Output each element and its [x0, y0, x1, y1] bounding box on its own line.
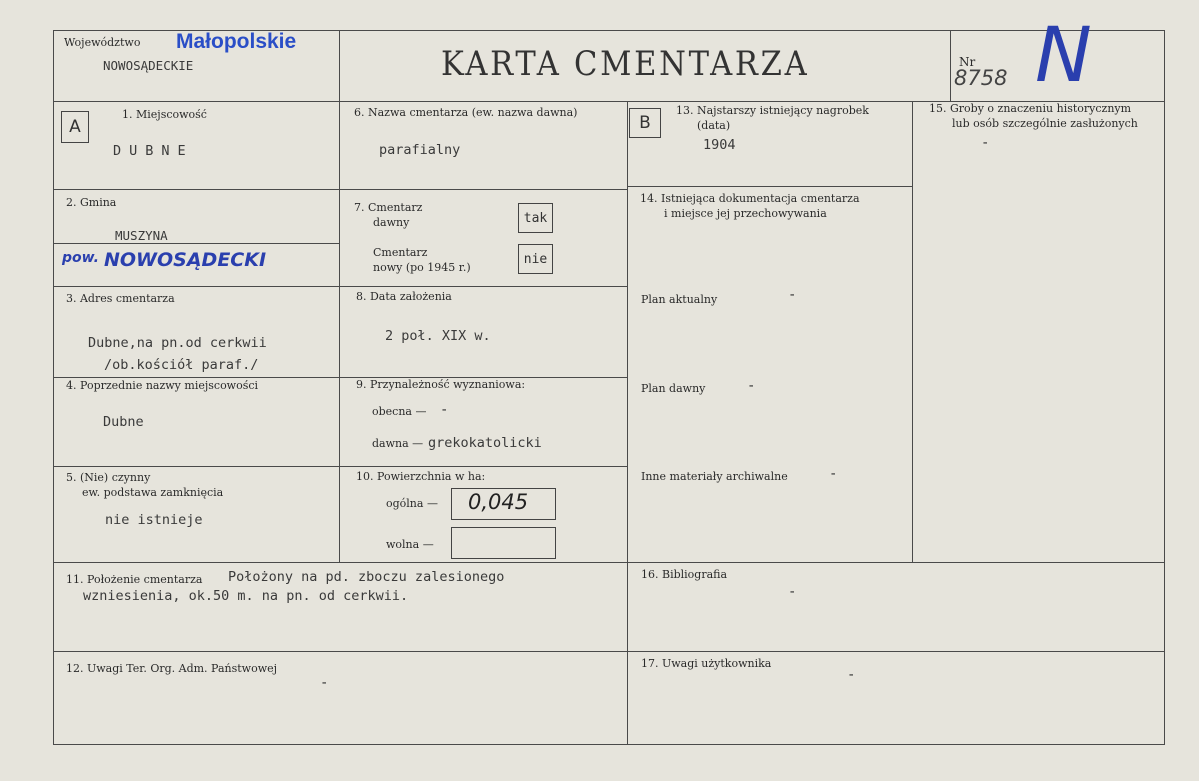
section-a-letter: A	[69, 117, 81, 137]
section-a-box	[61, 111, 89, 143]
f8-label: 8. Data założenia	[356, 290, 452, 303]
f12-value: -	[320, 675, 329, 691]
f11-value-line2: wzniesienia, ok.50 m. na pn. od cerkwii.	[83, 588, 409, 604]
f1-value: DUBNE	[113, 143, 194, 159]
col-divider-c	[912, 101, 913, 563]
plan-aktualny-value: -	[788, 287, 797, 303]
inne-label: Inne materiały archiwalne	[641, 470, 788, 483]
row-line-1	[53, 189, 627, 190]
f9-dawna-value: grekokatolicki	[428, 435, 542, 451]
wojewodztwo-value: NOWOSĄDECKIE	[103, 58, 194, 73]
page-title: KARTA CMENTARZA	[441, 44, 810, 84]
f15-value: -	[981, 135, 990, 151]
f7-nie-box	[518, 244, 553, 274]
f3-value-line1: Dubne,na pn.od cerkwii	[88, 335, 267, 351]
border-bottom	[53, 744, 1165, 745]
f3-label: 3. Adres cmentarza	[66, 292, 175, 305]
f2-label: 2. Gmina	[66, 196, 117, 209]
f11-label: 11. Położenie cmentarza	[66, 573, 203, 586]
f13-sub: (data)	[697, 119, 731, 132]
nr-label: Nr	[959, 55, 976, 69]
f6-value: parafialny	[379, 142, 461, 158]
row-line-6	[53, 651, 1165, 652]
f7-label: 7. Cmentarz	[354, 201, 423, 214]
row-line-2	[53, 286, 627, 287]
f11-value-line1: Położony na pd. zboczu zalesionego	[228, 569, 505, 585]
f17-value: -	[847, 667, 856, 683]
f8-value: 2 poł. XIX w.	[385, 328, 491, 344]
f14-label-line2: i miejsce jej przechowywania	[664, 207, 827, 220]
f2-hand-prefix: pow.	[62, 250, 99, 266]
f6-label: 6. Nazwa cmentarza (ew. nazwa dawna)	[354, 106, 578, 119]
header-divider-1	[339, 30, 340, 102]
f9-label: 9. Przynależność wyznaniowa:	[356, 378, 526, 391]
f5-value: nie istnieje	[105, 512, 203, 528]
f10-wolna-box	[451, 527, 556, 559]
f15-label-line2: lub osób szczególnie zasłużonych	[952, 117, 1138, 130]
f17-label: 17. Uwagi użytkownika	[641, 657, 772, 670]
section-b-letter: B	[639, 113, 651, 133]
f13-value: 1904	[703, 137, 736, 153]
plan-aktualny-label: Plan aktualny	[641, 293, 718, 306]
f7-tak-box	[518, 203, 553, 233]
f10-ogolna-label: ogólna —	[386, 497, 438, 510]
f13-label: 13. Najstarszy istniejący nagrobek	[676, 104, 869, 117]
row-line-b1	[627, 186, 912, 187]
f5-label-line2: ew. podstawa zamknięcia	[82, 486, 224, 499]
f7-dawny: dawny	[373, 216, 410, 229]
f3-value-line2: /ob.kościół paraf./	[104, 357, 259, 373]
row-line-5	[53, 562, 1165, 563]
row-line-4	[53, 466, 627, 467]
wojewodztwo-label: Województwo	[64, 36, 141, 49]
border-left	[53, 30, 54, 744]
header-divider-2	[950, 30, 951, 102]
f10-wolna-label: wolna —	[386, 538, 434, 551]
nr-letter: N	[1035, 10, 1092, 99]
f9-obecna-value: -	[440, 402, 449, 418]
f7-nowy: nowy (po 1945 r.)	[373, 261, 471, 274]
f16-label: 16. Bibliografia	[641, 568, 728, 581]
f1-label: 1. Miejscowość	[122, 108, 207, 121]
f2-hand-value: NOWOSĄDECKI	[104, 249, 267, 271]
plan-dawny-label: Plan dawny	[641, 382, 706, 395]
nr-value: 8758	[954, 66, 1008, 90]
col-divider-a	[339, 101, 340, 563]
f7-nie-value: nie	[523, 251, 548, 267]
f4-label: 4. Poprzednie nazwy miejscowości	[66, 379, 259, 392]
f12-label: 12. Uwagi Ter. Org. Adm. Państwowej	[66, 662, 278, 675]
section-b-box	[629, 108, 661, 138]
f4-value: Dubne	[103, 414, 144, 430]
row-line-f2-sub	[53, 243, 339, 244]
wojewodztwo-stamp: Małopolskie	[176, 30, 297, 53]
f10-ogolna-value: 0,045	[468, 490, 529, 514]
border-right	[1164, 30, 1165, 744]
f5-label-line1: 5. (Nie) czynny	[66, 471, 151, 484]
f10-label: 10. Powierzchnia w ha:	[356, 470, 486, 483]
f7-tak-value: tak	[523, 210, 548, 226]
inne-value: -	[829, 466, 838, 482]
f7-nowy-label: Cmentarz	[373, 246, 428, 259]
f14-label-line1: 14. Istniejąca dokumentacja cmentarza	[640, 192, 860, 205]
f16-value: -	[788, 584, 797, 600]
f9-dawna-label: dawna —	[372, 437, 424, 450]
f2-value: MUSZYNA	[115, 228, 168, 243]
plan-dawny-value: -	[747, 378, 756, 394]
f15-label-line1: 15. Groby o znaczeniu historycznym	[929, 102, 1132, 115]
f9-obecna-label: obecna —	[372, 405, 427, 418]
row-line-3	[53, 377, 627, 378]
col-divider-b	[627, 101, 628, 744]
